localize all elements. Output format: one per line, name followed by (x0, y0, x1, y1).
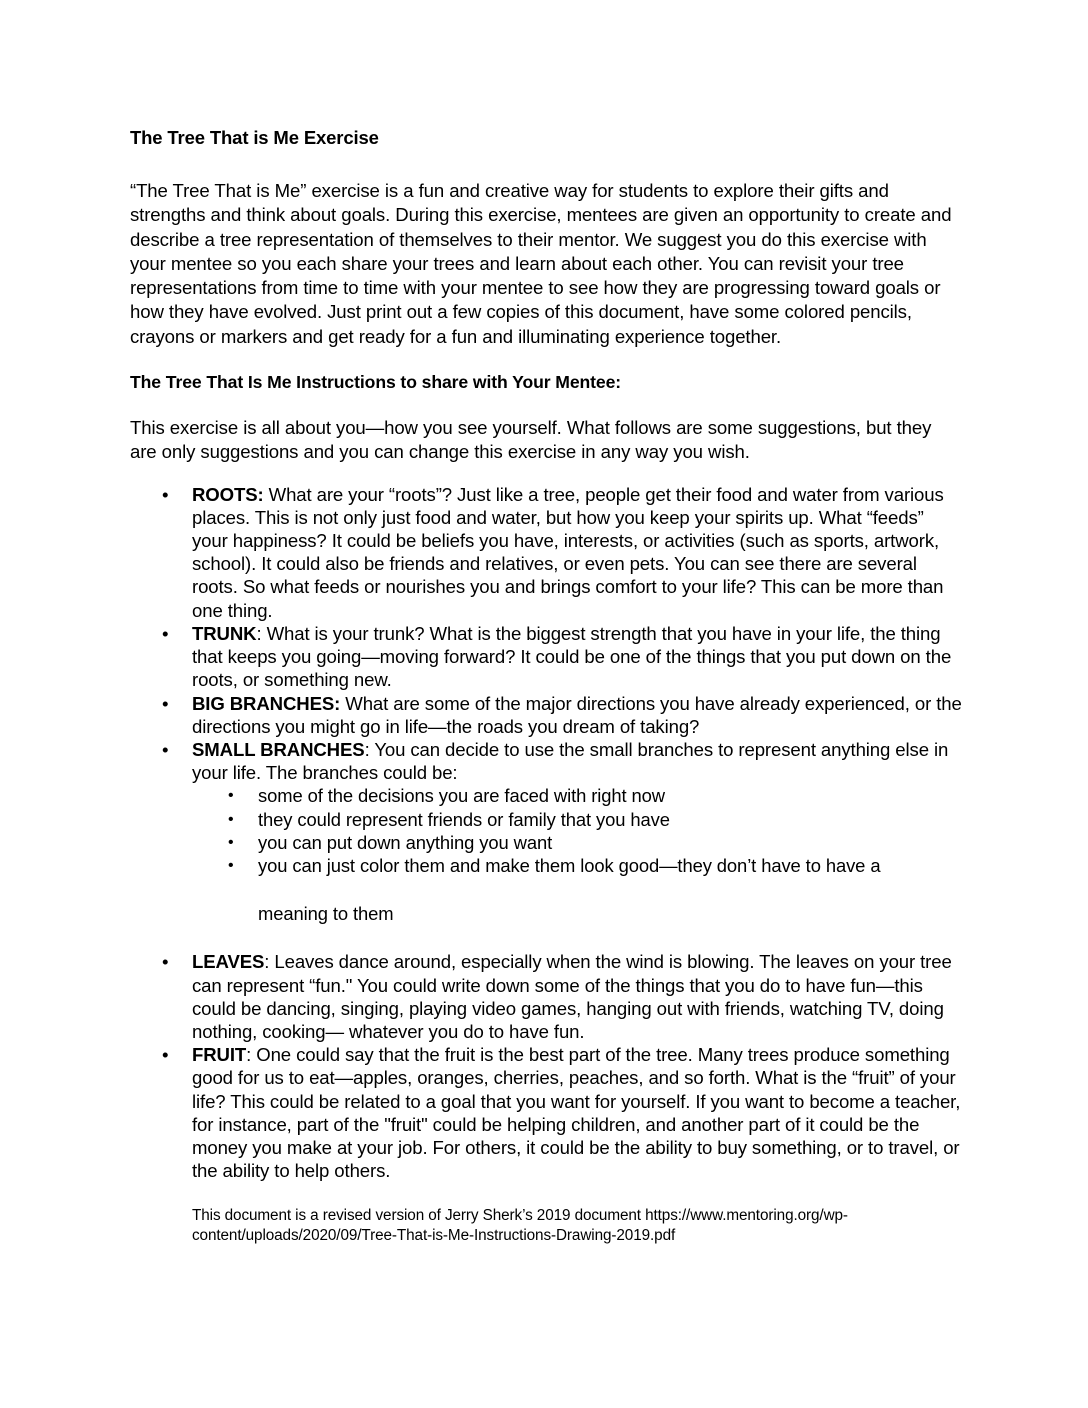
bullet-icon: • (228, 856, 234, 874)
list-item-lead: TRUNK (192, 622, 257, 644)
sub-list-item-text: you can just color them and make them look good—they don’t have to have a (258, 854, 881, 876)
list-item-text: : One could say that the fruit is the best part of the tree. Many trees produce something good for us to eat—apples, oranges, cherries, peaches, and so forth. What is the “fruit” of your life? This could be related to a goal that you want for yourself. If you want to become a teacher, for instance, part of the "fruit" could be helping children, and another part of it could be the money you make at your job. For others, it could be the ability to buy something, or to travel, or the ability to help others. (192, 1044, 961, 1182)
list-item (130, 483, 962, 622)
list-item (130, 950, 962, 1043)
instructions-intro: This exercise is all about you—how you see yourself. What follows are some suggestions, but they are only suggestions and you can change this exercise in any way you wish. (130, 417, 932, 463)
list-item (130, 622, 962, 692)
instructions-subheading: The Tree That Is Me Instructions to share with Your Mentee: (130, 372, 622, 393)
sub-list-item-continuation: meaning to them (258, 903, 394, 925)
source-citation: This document is a revised version of Jerry Sherk’s 2019 document https://www.mentoring.org/wp-content/uploads/2020/09/Tree-That-is-Me-Instructions-Drawing-2019.pdf (192, 1207, 848, 1245)
bullet-icon: • (162, 692, 169, 714)
bullet-icon: • (228, 810, 234, 828)
bullet-icon: • (228, 833, 234, 851)
list-item-lead: BIG BRANCHES: (192, 692, 341, 714)
list-item-lead: SMALL BRANCHES (192, 738, 365, 760)
list-item-text: : Leaves dance around, especially when the wind is blowing. The leaves on your tree can represent “fun." You could write down some of the things that you do to have fun—this could be dancing, singing, playing video games, hanging out with friends, watching TV, doing nothing, cooking— whatever you do to have fun. (192, 951, 952, 1042)
bullet-icon: • (162, 1044, 169, 1066)
bullet-icon: • (162, 483, 169, 505)
spacer (130, 149, 962, 179)
sub-list-item (228, 854, 962, 877)
bullet-icon: • (162, 951, 169, 973)
sub-list-item (228, 831, 962, 854)
document-body (130, 126, 962, 1246)
sub-list-item-text: some of the decisions you are faced with right now (258, 785, 665, 807)
sub-list-item (228, 808, 962, 831)
intro-paragraph: “The Tree That is Me” exercise is a fun and creative way for students to explore their gifts and strengths and think about goals. During this exercise, mentees are given an opportunity to create and describe a tree representation of themselves to their mentor. We suggest you do this exercise with your mentee so you each share your trees and learn about each other. You can revisit your tree representations from time to time with your mentee to see how they are progressing toward goals or how they have evolved. Just print out a few copies of this document, have some colored pencils, crayons or markers and get ready for a fun and illuminating experience together. (130, 180, 952, 347)
sub-list-item-text: you can put down anything you want (258, 831, 553, 853)
spacer (130, 465, 962, 483)
instructions-list (130, 483, 962, 1183)
spacer (192, 925, 962, 950)
small-branches-sublist (192, 784, 962, 877)
spacer (130, 349, 962, 371)
spacer (192, 877, 962, 902)
spacer (130, 394, 962, 416)
bullet-icon: • (162, 622, 169, 644)
document-title: The Tree That is Me Exercise (130, 127, 379, 148)
bullet-icon: • (162, 738, 169, 760)
sub-list-item (228, 784, 962, 807)
list-item-lead: FRUIT (192, 1044, 247, 1066)
list-item (130, 738, 962, 950)
list-item-text: : What is your trunk? What is the biggest strength that you have in your life, the thing that keeps you going—moving forward? It could be one of the things that you put down on the roots, or something new. (192, 622, 952, 691)
list-item-lead: ROOTS: (192, 483, 264, 505)
list-item-text: What are some of the major directions you have already experienced, or the directions you might go in life—the roads you dream of taking? (192, 692, 962, 737)
list-item-lead: LEAVES (192, 951, 265, 973)
list-item (130, 1043, 962, 1182)
list-item (130, 692, 962, 738)
bullet-icon: • (228, 787, 234, 805)
list-item-text: : You can decide to use the small branches to represent anything else in your life. The branches could be: (192, 738, 949, 784)
sub-list-item-text: they could represent friends or family that you have (258, 808, 670, 830)
list-item-text: What are your “roots”? Just like a tree, people get their food and water from various places. This is not only just food and water, but how you keep your spirits up. What “feeds” your happiness? It could be beliefs you have, interests, or activities (such as sports, artwork, school). It could also be friends and relatives, or even pets. You can see there are several roots. So what feeds or nourishes you and brings comfort to your life? This can be more than one thing. (192, 483, 944, 621)
